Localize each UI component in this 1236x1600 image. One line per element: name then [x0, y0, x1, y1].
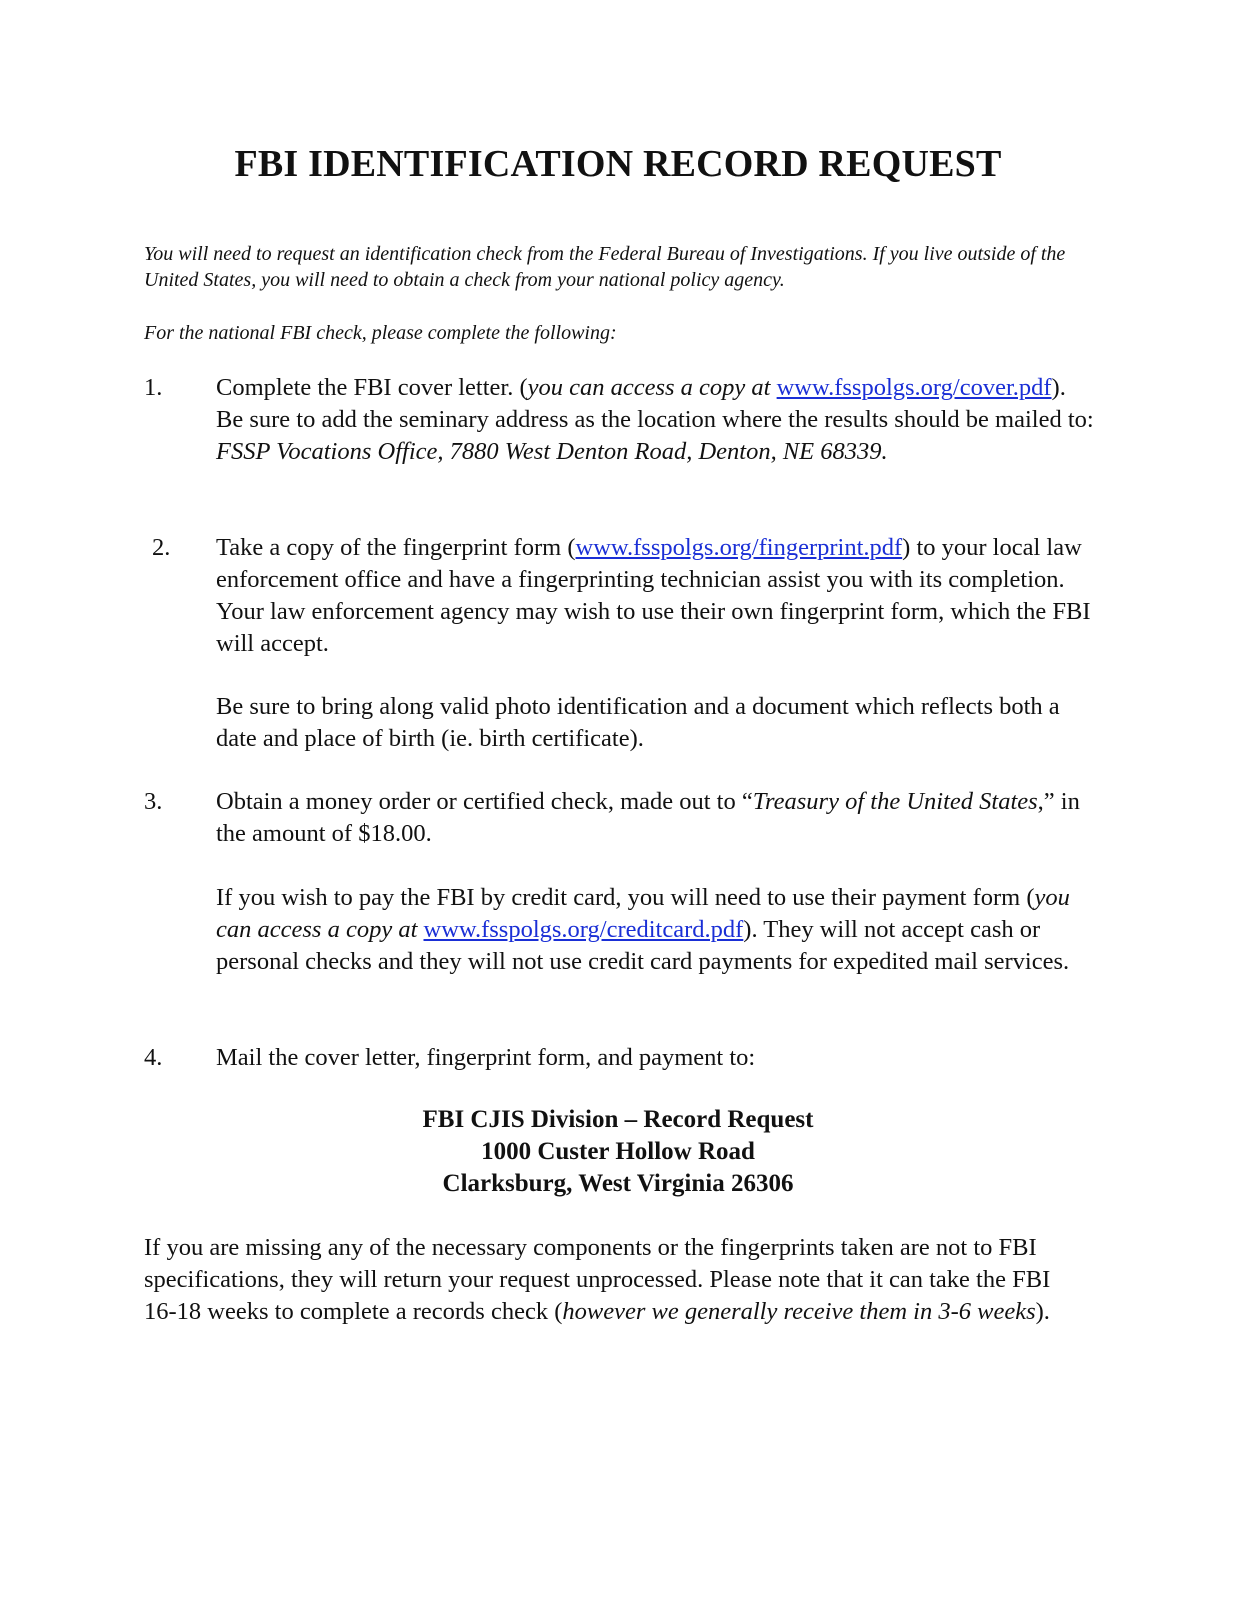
item-3-para2-italic: you can access a copy at: [216, 884, 1070, 943]
item-4-number: 4.: [144, 1044, 163, 1071]
item-1-italic-a: you can access a copy at: [527, 374, 771, 401]
fingerprint-form-link[interactable]: www.fsspolgs.org/fingerprint.pdf: [575, 534, 903, 561]
item-1-italic-b: FSSP Vocations Office, 7880 West Denton Road, Denton, NE 68339.: [216, 438, 888, 465]
item-3-paragraph-2: [216, 882, 1096, 978]
item-2-number: 2.: [152, 534, 171, 561]
item-3-text-b: ,” in the amount of $18.00.: [216, 788, 1080, 847]
item-1-text-a: Complete the FBI cover letter. (: [216, 374, 528, 401]
intro-paragraph: You will need to request an identification check from the Federal Bureau of Investigations. If you live outside of the United States, you will need to obtain a check from your national policy agency.: [144, 243, 1066, 291]
item-1-text-b: ). Be sure to add the seminary address as the location where the results should be mailed to:: [216, 374, 1094, 433]
item-3-para2-b: ). They will not accept cash or personal checks and they will not use credit card payments for expedited mail services.: [216, 916, 1070, 975]
item-1-number: 1.: [144, 374, 163, 401]
closing-italic: however we generally receive them in 3-6 weeks: [562, 1298, 1036, 1325]
item-3-para2-a: If you wish to pay the FBI by credit card, you will need to use their payment form (: [216, 884, 1035, 911]
closing-end: ).: [1035, 1298, 1050, 1325]
closing-text: If you are missing any of the necessary components or the fingerprints taken are not to FBI specifications, they will return your request unprocessed. Please note that it can take the FBI 16-18 weeks to complete a records check (: [144, 1234, 1051, 1325]
item-3-italic-a: Treasury of the United States: [752, 788, 1038, 815]
item-2-text: [216, 532, 1096, 660]
item-2-paragraph-2: Be sure to bring along valid photo identification and a document which reflects both a date and place of birth (ie. birth certificate).: [216, 693, 1060, 752]
item-2-text-b: ) to your local law enforcement office and have a fingerprinting technician assist you with its completion. Your law enforcement agency may wish to use their own fingerprint form, which the FBI will accept.: [216, 534, 1091, 657]
item-3-text-a: Obtain a money order or certified check, made out to “: [216, 788, 753, 815]
credit-card-form-link[interactable]: www.fsspolgs.org/creditcard.pdf: [423, 916, 744, 943]
item-1-text: [216, 372, 1096, 468]
cover-letter-link[interactable]: www.fsspolgs.org/cover.pdf: [776, 374, 1052, 401]
address-line-3: Clarksburg, West Virginia 26306: [442, 1170, 794, 1197]
item-2-text-a: Take a copy of the fingerprint form (: [216, 534, 576, 561]
address-line-2: 1000 Custer Hollow Road: [481, 1138, 755, 1165]
item-3-number: 3.: [144, 788, 163, 815]
item-4-text: Mail the cover letter, fingerprint form, and payment to:: [216, 1044, 756, 1071]
page-title: FBI IDENTIFICATION RECORD REQUEST: [234, 143, 1002, 185]
instruction-paragraph: For the national FBI check, please complete the following:: [144, 322, 617, 344]
mailing-address: [0, 1104, 1236, 1200]
closing-paragraph: [144, 1232, 1074, 1328]
item-3-text: [216, 786, 1096, 850]
address-line-1: FBI CJIS Division – Record Request: [422, 1106, 814, 1133]
